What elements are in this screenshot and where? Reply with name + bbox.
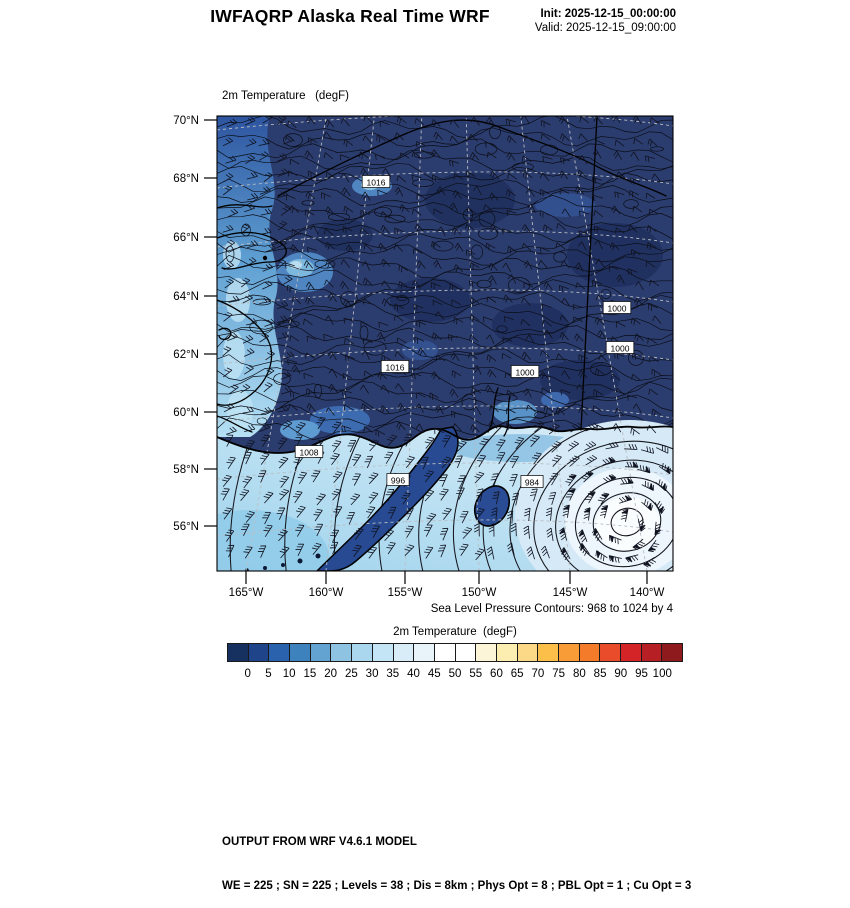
colorbar-tick-label: 20 — [324, 668, 338, 680]
colorbar-cell — [289, 644, 310, 661]
footer — [222, 806, 691, 908]
colorbar-tick-label: 30 — [365, 668, 379, 680]
svg-text:58°N: 58°N — [173, 464, 199, 476]
colorbar-title: 2m Temperature (degF) — [393, 626, 517, 638]
colorbar-cell — [310, 644, 331, 661]
colorbar-cell — [372, 644, 393, 661]
svg-text:984: 984 — [524, 477, 540, 488]
colorbar-tick-label: 50 — [448, 668, 462, 680]
svg-text:62°N: 62°N — [173, 349, 199, 361]
init-timestamp: Init: 2025-12-15_00:00:00 — [540, 8, 676, 20]
colorbar-cell — [434, 644, 455, 661]
colorbar-cell — [661, 644, 682, 661]
colorbar-cell — [475, 644, 496, 661]
colorbar-tick-label: 60 — [490, 668, 503, 680]
colorbar-tick-label: 70 — [531, 668, 545, 680]
svg-text:1008: 1008 — [299, 447, 319, 458]
colorbar-tick-label: 5 — [265, 668, 272, 680]
svg-text:64°N: 64°N — [173, 291, 199, 303]
svg-text:1000: 1000 — [610, 343, 630, 354]
colorbar-ticks — [227, 668, 683, 684]
colorbar-tick-label: 80 — [572, 668, 586, 680]
colorbar-tick-label: 75 — [552, 668, 566, 680]
footer-model-line: OUTPUT FROM WRF V4.6.1 MODEL — [222, 836, 417, 848]
colorbar — [227, 643, 683, 662]
svg-text:1000: 1000 — [515, 367, 535, 378]
svg-text:66°N: 66°N — [173, 232, 199, 244]
svg-text:155°W: 155°W — [387, 587, 423, 599]
colorbar-cell — [330, 644, 351, 661]
valid-timestamp: Valid: 2025-12-15_09:00:00 — [534, 22, 676, 34]
colorbar-tick-label: 95 — [635, 668, 648, 680]
svg-text:160°W: 160°W — [308, 587, 344, 599]
colorbar-cell — [537, 644, 558, 661]
colorbar-tick-label: 55 — [469, 668, 483, 680]
svg-text:1016: 1016 — [385, 362, 405, 373]
footer-params-line: WE = 225 ; SN = 225 ; Levels = 38 ; Dis = 8km ; Phys Opt = 8 ; PBL Opt = 1 ; Cu Opt = 3 — [222, 879, 692, 892]
svg-text:996: 996 — [390, 475, 406, 486]
colorbar-cell — [413, 644, 434, 661]
colorbar-cell — [393, 644, 414, 661]
pressure-contour-note: Sea Level Pressure Contours: 968 to 1024 by 4 — [430, 603, 673, 615]
colorbar-cell — [248, 644, 269, 661]
svg-text:1016: 1016 — [366, 177, 386, 188]
colorbar-cell — [579, 644, 600, 661]
colorbar-tick-label: 10 — [282, 668, 296, 680]
colorbar-tick-label: 0 — [244, 668, 251, 680]
svg-text:1000: 1000 — [607, 303, 627, 314]
colorbar-tick-label: 40 — [407, 668, 420, 680]
colorbar-cell — [641, 644, 662, 661]
colorbar-cell — [620, 644, 641, 661]
colorbar-cell — [599, 644, 620, 661]
colorbar-cell — [455, 644, 476, 661]
colorbar-tick-label: 35 — [386, 668, 400, 680]
colorbar-cell — [517, 644, 538, 661]
svg-text:60°N: 60°N — [173, 407, 199, 419]
colorbar-cell — [228, 644, 248, 661]
svg-text:150°W: 150°W — [461, 587, 497, 599]
map-graphics — [157, 95, 850, 850]
colorbar-tick-label: 85 — [593, 668, 607, 680]
colorbar-tick-label: 65 — [510, 668, 524, 680]
colorbar-tick-label: 45 — [427, 668, 441, 680]
svg-text:68°N: 68°N — [173, 173, 199, 185]
colorbar-tick-label: 100 — [652, 668, 672, 680]
svg-text:140°W: 140°W — [629, 587, 665, 599]
colorbar-cell — [351, 644, 372, 661]
colorbar-tick-label: 25 — [344, 668, 358, 680]
colorbar-cell — [496, 644, 517, 661]
field-temperature: 2m Temperature (degF) — [222, 90, 349, 102]
colorbar-tick-label: 90 — [614, 668, 628, 680]
svg-text:145°W: 145°W — [552, 587, 588, 599]
svg-text:56°N: 56°N — [173, 521, 199, 533]
colorbar-cell — [268, 644, 289, 661]
svg-text:70°N: 70°N — [173, 115, 199, 127]
colorbar-tick-label: 15 — [303, 668, 317, 680]
svg-text:165°W: 165°W — [228, 587, 264, 599]
colorbar-cell — [558, 644, 579, 661]
plot-title: IWFAQRP Alaska Real Time WRF — [210, 6, 490, 26]
